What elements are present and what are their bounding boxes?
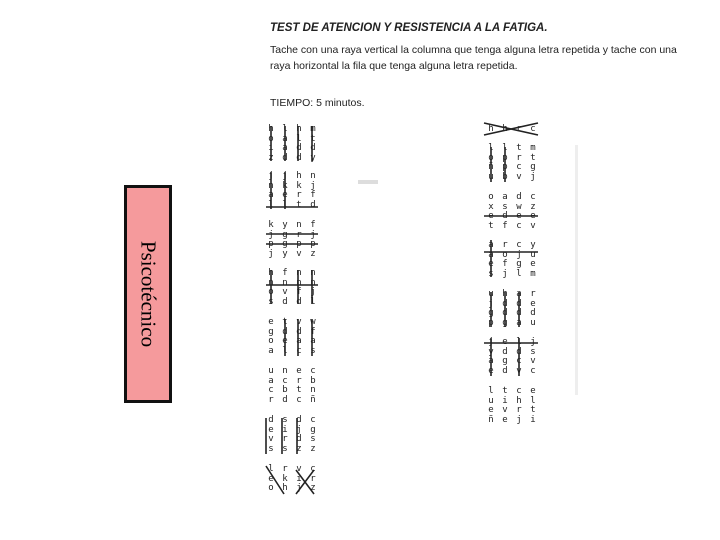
letter-row	[264, 445, 320, 455]
letter-cell: y	[530, 240, 536, 250]
letter-cell: e	[530, 386, 536, 396]
letter-cell: d	[516, 298, 522, 309]
letter-cell: s	[282, 415, 288, 425]
letter-cell: n	[310, 385, 316, 395]
letter-cell: p	[502, 162, 508, 172]
letter-cell: r	[296, 229, 302, 240]
letter-cell: j	[310, 229, 316, 240]
letter-cell: r	[516, 152, 522, 163]
letter-cell: g	[502, 317, 508, 328]
letter-cell: r	[296, 375, 302, 386]
letter-cell: o	[502, 249, 508, 260]
letter-cell: i	[296, 473, 302, 484]
letter-cell: c	[530, 365, 536, 376]
letter-row	[484, 416, 540, 426]
letter-cell: b	[502, 171, 508, 182]
letter-cell: a	[488, 356, 494, 366]
letter-cell: k	[296, 180, 302, 191]
letter-cell: g	[282, 229, 288, 240]
letter-cell: g	[502, 356, 508, 366]
letter-cell: h	[296, 124, 302, 134]
letter-cell: i	[282, 424, 288, 435]
side-label-text: Psicotécnico	[136, 240, 161, 348]
letter-cell: o	[488, 192, 494, 202]
letter-cell: l	[296, 133, 302, 144]
letter-row	[484, 367, 540, 377]
letter-cell: n	[296, 277, 302, 288]
test-time: TIEMPO: 5 minutos.	[270, 97, 365, 109]
letter-cell: d	[296, 434, 302, 444]
letter-cell: i	[268, 143, 274, 153]
left-block	[264, 416, 320, 454]
letter-cell: ñ	[310, 394, 316, 405]
letter-cell: l	[530, 395, 536, 406]
letter-cell: v	[268, 434, 274, 444]
letter-cell: a	[282, 143, 288, 153]
letter-cell: e	[530, 298, 536, 309]
letter-cell: j	[296, 483, 302, 493]
letter-cell: t	[296, 385, 302, 395]
letter-cell: j	[530, 171, 536, 182]
letter-cell: w	[310, 317, 316, 327]
letter-cell: j	[488, 337, 494, 347]
letter-cell: c	[516, 220, 522, 231]
letter-cell: r	[516, 124, 522, 134]
letter-cell: r	[268, 394, 274, 405]
letter-cell: j	[310, 180, 316, 191]
letter-cell: e	[488, 211, 494, 221]
letter-cell: c	[516, 386, 522, 396]
scan-artifact	[575, 145, 578, 395]
letter-cell: a	[310, 336, 316, 346]
letter-cell: s	[488, 268, 494, 279]
letter-cell: v	[296, 317, 302, 327]
letter-cell: m	[530, 268, 536, 279]
letter-cell: o	[268, 133, 274, 144]
letter-cell: v	[296, 248, 302, 259]
letter-cell: l	[310, 296, 316, 307]
letter-cell: l	[516, 337, 522, 347]
letter-cell: b	[282, 385, 288, 395]
left-block	[264, 318, 320, 356]
letter-row	[264, 396, 320, 406]
letter-cell: n	[296, 220, 302, 230]
letter-cell: h	[282, 483, 288, 493]
letter-cell: l	[268, 199, 274, 210]
test-title: TEST DE ATENCION Y RESISTENCIA A LA FATIGA.	[270, 22, 548, 34]
letter-cell: d	[296, 296, 302, 307]
left-block	[264, 465, 320, 494]
letter-cell: a	[516, 317, 522, 328]
letter-cell: j	[268, 229, 274, 240]
right-block	[484, 193, 540, 231]
letter-cell: g	[530, 162, 536, 172]
letter-cell: d	[268, 415, 274, 425]
letter-cell: n	[282, 277, 288, 288]
letter-cell: f	[310, 326, 316, 337]
letter-cell: z	[310, 248, 316, 259]
letter-cell: t	[310, 133, 316, 144]
letter-cell: j	[502, 268, 508, 279]
letter-cell: v	[516, 365, 522, 376]
letter-row	[484, 270, 540, 280]
letter-cell: m	[530, 143, 536, 153]
letter-cell: r	[282, 464, 288, 474]
letter-cell: t	[530, 152, 536, 163]
letter-cell: e	[268, 473, 274, 484]
letter-cell: a	[488, 249, 494, 260]
letter-cell: u	[268, 366, 274, 376]
test-instructions: Tache con una raya vertical la columna que tenga alguna letra repetida y tache con una raya horizontal la fila que tenga alguna letra repetida.	[270, 44, 677, 72]
letter-cell: u	[530, 249, 536, 260]
letter-cell: p	[268, 239, 274, 249]
letter-cell: g	[310, 424, 316, 435]
letter-cell: d	[282, 152, 288, 163]
right-block	[484, 290, 540, 328]
letter-cell: v	[516, 171, 522, 182]
letter-cell: a	[268, 345, 274, 356]
letter-cell: v	[296, 464, 302, 474]
letter-cell: r	[310, 473, 316, 484]
letter-cell: e	[296, 366, 302, 376]
letter-cell: c	[530, 192, 536, 202]
letter-cell: p	[488, 317, 494, 328]
letter-cell: r	[516, 405, 522, 415]
letter-cell: e	[282, 190, 288, 200]
letter-cell: t	[296, 199, 302, 210]
letter-cell: g	[516, 259, 522, 269]
letter-cell: r	[530, 289, 536, 299]
letter-cell: j	[516, 249, 522, 260]
letter-cell: e	[530, 259, 536, 269]
letter-cell: c	[310, 366, 316, 376]
letter-cell: h	[296, 171, 302, 181]
letter-row	[484, 222, 540, 232]
letter-cell: j	[310, 287, 316, 297]
letter-cell: d	[296, 152, 302, 163]
letter-cell: y	[282, 248, 288, 259]
letter-cell: a	[268, 375, 274, 386]
letter-cell: e	[502, 414, 508, 425]
letter-cell: d	[502, 365, 508, 376]
letter-cell: e	[516, 211, 522, 221]
letter-cell: k	[268, 220, 274, 230]
letter-row	[484, 319, 540, 329]
letter-cell: ñ	[488, 162, 494, 172]
letter-cell: d	[282, 296, 288, 307]
letter-cell: d	[282, 394, 288, 405]
letter-cell: s	[530, 346, 536, 357]
letter-row	[264, 154, 320, 164]
letter-cell: c	[516, 356, 522, 366]
letter-cell: e	[530, 211, 536, 221]
left-block	[264, 367, 320, 405]
letter-row	[484, 125, 540, 135]
letter-row	[264, 201, 320, 211]
side-label-box	[124, 185, 172, 403]
letter-cell: h	[502, 124, 508, 134]
right-block	[484, 338, 540, 376]
letter-cell: v	[502, 405, 508, 415]
letter-cell: e	[282, 336, 288, 346]
letter-cell: d	[502, 308, 508, 318]
letter-cell: d	[310, 199, 316, 210]
letter-cell: x	[488, 201, 494, 212]
letter-cell: ñ	[488, 414, 494, 425]
letter-cell: h	[268, 124, 274, 134]
letter-cell: f	[502, 259, 508, 269]
letter-cell: d	[296, 415, 302, 425]
letter-cell: i	[502, 395, 508, 406]
letter-cell: t	[488, 220, 494, 231]
letter-cell: a	[282, 133, 288, 144]
letter-cell: k	[282, 473, 288, 484]
letter-cell: z	[530, 201, 536, 212]
letter-cell: z	[310, 443, 316, 454]
letter-cell: t	[516, 143, 522, 153]
letter-cell: n	[268, 180, 274, 191]
letter-cell: n	[310, 268, 316, 278]
letter-cell: o	[268, 483, 274, 493]
letter-cell: e	[488, 405, 494, 415]
letter-cell: e	[488, 365, 494, 376]
letter-cell: v	[530, 220, 536, 231]
letter-cell: t	[282, 317, 288, 327]
letter-cell: c	[268, 385, 274, 395]
letter-cell: p	[296, 239, 302, 249]
left-block	[264, 221, 320, 259]
letter-cell: s	[310, 434, 316, 444]
letter-cell: d	[296, 326, 302, 337]
letter-cell: s	[268, 443, 274, 454]
letter-cell: n	[310, 277, 316, 288]
letter-cell: z	[310, 483, 316, 493]
letter-cell: c	[282, 375, 288, 386]
letter-cell: e	[268, 317, 274, 327]
scan-artifact	[358, 180, 378, 184]
letter-cell: n	[296, 268, 302, 278]
letter-row	[484, 173, 540, 183]
letter-cell: f	[502, 220, 508, 231]
letter-cell: i	[530, 414, 536, 425]
letter-cell: t	[530, 405, 536, 415]
letter-row	[264, 298, 320, 308]
letter-cell: o	[268, 287, 274, 297]
letter-cell: l	[488, 143, 494, 153]
letter-cell: w	[516, 201, 522, 212]
letter-cell: l	[516, 268, 522, 279]
letter-cell: d	[282, 326, 288, 337]
letter-cell: o	[268, 336, 274, 346]
letter-cell: l	[268, 464, 274, 474]
letter-cell: n	[310, 171, 316, 181]
letter-cell: p	[310, 239, 316, 249]
letter-cell: n	[282, 366, 288, 376]
letter-cell: l	[282, 345, 288, 356]
letter-cell: a	[488, 240, 494, 250]
letter-cell: d	[310, 143, 316, 153]
letter-cell: u	[488, 395, 494, 406]
letter-cell: c	[296, 394, 302, 405]
letter-cell: c	[516, 240, 522, 250]
letter-cell: y	[488, 346, 494, 357]
letter-cell: o	[488, 152, 494, 163]
letter-cell: d	[502, 298, 508, 309]
letter-cell: j	[268, 171, 274, 181]
letter-cell: c	[296, 345, 302, 356]
letter-cell: j	[530, 337, 536, 347]
letter-cell: l	[282, 124, 288, 134]
letter-cell: s	[282, 443, 288, 454]
letter-cell: d	[516, 308, 522, 318]
letter-cell: d	[530, 308, 536, 318]
letter-cell: a	[268, 190, 274, 200]
letter-cell: z	[296, 443, 302, 454]
letter-cell: h	[516, 395, 522, 406]
letter-cell: r	[296, 190, 302, 200]
letter-cell: d	[296, 143, 302, 153]
letter-cell: h	[268, 268, 274, 278]
letter-cell: s	[268, 296, 274, 307]
letter-cell: d	[502, 211, 508, 221]
letter-cell: g	[268, 326, 274, 337]
letter-cell: b	[310, 375, 316, 386]
letter-cell: j	[282, 171, 288, 181]
letter-cell: j	[516, 414, 522, 425]
letter-cell: c	[310, 415, 316, 425]
letter-cell: r	[282, 434, 288, 444]
letter-cell: c	[310, 464, 316, 474]
letter-cell: e	[488, 259, 494, 269]
letter-cell: d	[516, 346, 522, 357]
letter-cell: h	[488, 124, 494, 134]
letter-cell: s	[502, 201, 508, 212]
letter-cell: y	[310, 152, 316, 163]
right-block	[484, 125, 540, 135]
right-block	[484, 387, 540, 425]
letter-cell: l	[282, 199, 288, 210]
letter-cell: u	[488, 289, 494, 299]
letter-cell: u	[488, 171, 494, 182]
letter-cell: u	[530, 317, 536, 328]
letter-cell: d	[502, 346, 508, 357]
letter-cell: l	[488, 386, 494, 396]
left-block	[264, 125, 320, 163]
letter-cell: k	[282, 180, 288, 191]
letter-cell: e	[268, 424, 274, 435]
letter-cell: j	[488, 298, 494, 309]
letter-row	[264, 484, 320, 494]
letter-cell: v	[282, 287, 288, 297]
letter-cell: v	[530, 356, 536, 366]
letter-cell: p	[502, 152, 508, 163]
letter-cell: a	[502, 192, 508, 202]
letter-cell: g	[282, 239, 288, 249]
letter-cell: a	[296, 336, 302, 346]
letter-row	[264, 347, 320, 357]
letter-cell: f	[310, 220, 316, 230]
letter-cell: g	[488, 308, 494, 318]
letter-row	[264, 250, 320, 260]
letter-cell: n	[268, 277, 274, 288]
right-block	[484, 241, 540, 279]
letter-cell: h	[502, 289, 508, 299]
letter-cell: j	[268, 248, 274, 259]
left-block	[264, 269, 320, 307]
letter-cell: c	[516, 162, 522, 172]
letter-cell: s	[310, 345, 316, 356]
letter-cell: m	[310, 124, 316, 134]
letter-cell: j	[296, 424, 302, 435]
letter-cell: l	[502, 143, 508, 153]
letter-cell: f	[282, 268, 288, 278]
letter-cell: e	[502, 337, 508, 347]
letter-cell: f	[296, 287, 302, 297]
letter-cell: f	[310, 190, 316, 200]
letter-cell: y	[282, 220, 288, 230]
letter-cell: a	[516, 289, 522, 299]
right-block	[484, 144, 540, 182]
letter-cell: c	[530, 124, 536, 134]
letter-cell: t	[502, 386, 508, 396]
left-block	[264, 172, 320, 210]
letter-cell: d	[516, 192, 522, 202]
letter-cell: z	[268, 152, 274, 163]
letter-cell: r	[502, 240, 508, 250]
